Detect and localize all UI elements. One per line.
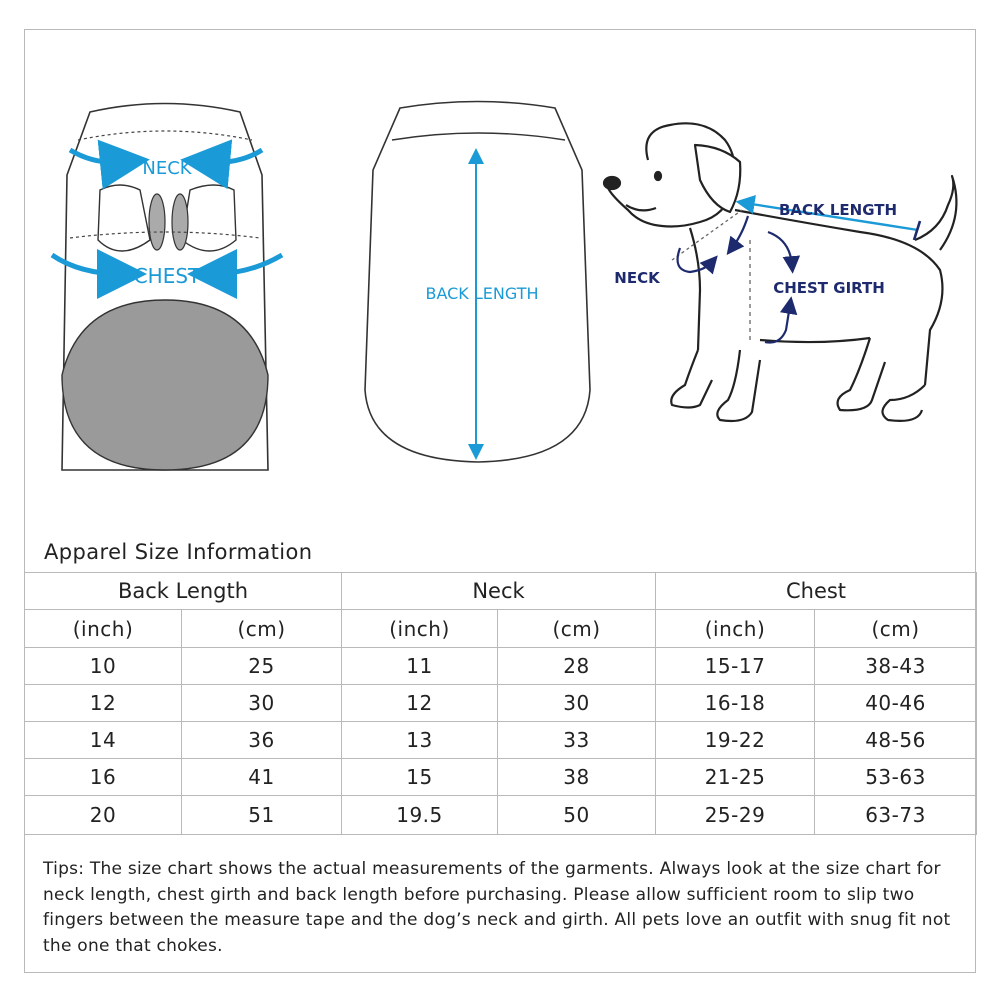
table-cell: 51 — [182, 796, 342, 835]
group-header-row — [25, 573, 977, 610]
unit-header-row — [25, 610, 977, 648]
garment-back-outline — [365, 102, 590, 463]
table-row — [25, 796, 977, 835]
back-length-label-dog: BACK LENGTH — [778, 201, 898, 219]
unit-cell: (inch) — [342, 610, 498, 648]
garment-right-sleeve — [182, 185, 236, 251]
table-title: Apparel Size Information — [44, 540, 313, 564]
garment-back-view — [365, 102, 590, 463]
dog-illustration — [604, 123, 956, 421]
table-cell: 25-29 — [656, 796, 815, 835]
table-cell: 48-56 — [815, 722, 977, 759]
chest-girth-label-dog: CHEST GIRTH — [773, 279, 885, 297]
table-cell: 15 — [342, 759, 498, 796]
dog-chest-arrow — [768, 232, 792, 265]
dog-nose — [604, 177, 620, 189]
table-cell: 12 — [25, 685, 182, 722]
table-row — [25, 648, 977, 685]
dog-tail — [915, 176, 956, 250]
neck-label-dog: NECK — [614, 269, 660, 287]
table-cell: 30 — [498, 685, 656, 722]
table-cell: 19-22 — [656, 722, 815, 759]
garment-belly-panel — [62, 300, 268, 470]
table-cell: 50 — [498, 796, 656, 835]
group-chest: Chest — [656, 573, 977, 610]
dog-body — [690, 210, 942, 385]
garment-front-view — [52, 104, 282, 471]
table-cell: 25 — [182, 648, 342, 685]
table-cell: 20 — [25, 796, 182, 835]
table-cell: 11 — [342, 648, 498, 685]
table-cell: 41 — [182, 759, 342, 796]
table-cell: 16-18 — [656, 685, 815, 722]
table-cell: 30 — [182, 685, 342, 722]
tips-text: Tips: The size chart shows the actual measurements of the garments. Always look at the size chart for neck length, chest girth and back length before purchasing. Please allow sufficient room to slip two fingers between the measure tape and the dog’s neck and girth. All pets love an outfit with snug fit not the one that chokes. — [43, 859, 951, 956]
dog-mouth — [626, 205, 656, 210]
garment-right-leg-hole — [172, 194, 188, 250]
table-cell: 19.5 — [342, 796, 498, 835]
table-cell: 14 — [25, 722, 182, 759]
table-cell: 38-43 — [815, 648, 977, 685]
table-row — [25, 759, 977, 796]
unit-cell: (inch) — [25, 610, 182, 648]
group-neck: Neck — [342, 573, 656, 610]
garment-left-leg-hole — [149, 194, 165, 250]
dog-neck-arrow-upper — [732, 216, 748, 248]
table-row — [25, 722, 977, 759]
table-cell: 36 — [182, 722, 342, 759]
table-cell: 28 — [498, 648, 656, 685]
table-cell: 10 — [25, 648, 182, 685]
table-cell: 15-17 — [656, 648, 815, 685]
table-row — [25, 685, 977, 722]
dog-hind-legs — [838, 338, 925, 421]
unit-cell: (inch) — [656, 610, 815, 648]
group-back-length: Back Length — [25, 573, 342, 610]
unit-cell: (cm) — [498, 610, 656, 648]
table-cell: 33 — [498, 722, 656, 759]
table-cell: 13 — [342, 722, 498, 759]
chest-label-front: CHEST — [133, 264, 201, 288]
dog-chest-arrow-lower — [765, 305, 790, 343]
table-cell: 40-46 — [815, 685, 977, 722]
dog-eye — [655, 172, 661, 180]
table-cell: 53-63 — [815, 759, 977, 796]
size-table — [24, 572, 977, 835]
neck-label-front: NECK — [142, 158, 192, 179]
table-cell: 16 — [25, 759, 182, 796]
table-cell: 63-73 — [815, 796, 977, 835]
dog-front-legs — [671, 350, 760, 421]
dog-neck-measure-line — [672, 210, 742, 260]
unit-cell: (cm) — [815, 610, 977, 648]
table-cell: 38 — [498, 759, 656, 796]
back-length-label-garment: BACK LENGTH — [425, 284, 539, 303]
unit-cell: (cm) — [182, 610, 342, 648]
table-cell: 12 — [342, 685, 498, 722]
table-cell: 21-25 — [656, 759, 815, 796]
